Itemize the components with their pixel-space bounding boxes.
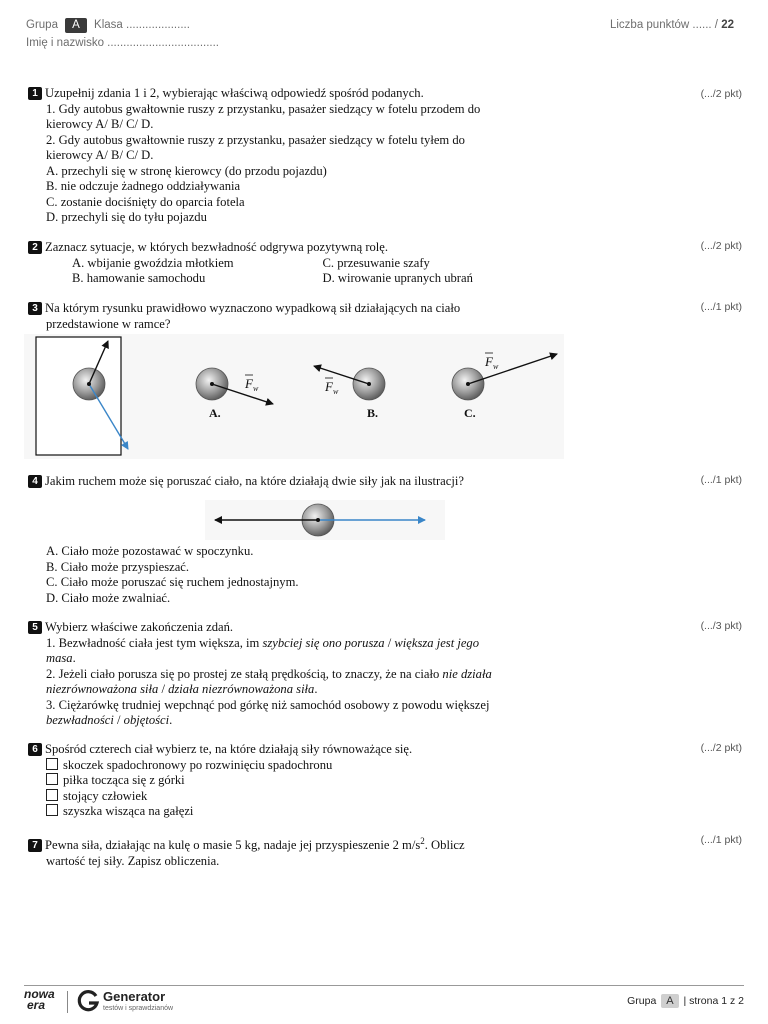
- question-points: (.../2 pkt): [700, 742, 742, 754]
- group-badge: A: [65, 18, 87, 33]
- question-number: 2: [28, 241, 42, 254]
- choice-option[interactable]: bezwładności: [46, 713, 114, 727]
- question-text: Pewna siła, działając na kulę o masie 5 kg, nadaje jej przyspieszenie 2 m/s: [45, 838, 421, 853]
- question-1: [28, 86, 573, 226]
- sentence-line: 1. Gdy autobus gwałtownie ruszy z przystanku, pasażer siedzący w fotelu przodem do: [46, 101, 481, 116]
- question-points: (.../2 pkt): [700, 88, 742, 100]
- question-text: . Oblicz: [424, 838, 465, 853]
- points-total: 22: [721, 19, 734, 31]
- question-2: [28, 240, 573, 287]
- sentence-1: 1. Bezwładność ciała jest tym większa, im szybciej się ono porusza / większa jest jego: [46, 635, 480, 650]
- answer-option: C. zostanie dociśnięty do oparcia fotela: [46, 194, 245, 209]
- generator-subtitle: testów i sprawdzianów: [103, 1005, 174, 1012]
- answer-option[interactable]: D. wirowanie upranych ubrań: [322, 271, 473, 285]
- choice-option[interactable]: niezrównoważona siła: [46, 682, 159, 696]
- option-label-c: C.: [464, 406, 476, 420]
- two-forces-figure: [205, 500, 445, 540]
- answer-option[interactable]: A. wbijanie gwoździa młotkiem: [72, 255, 234, 270]
- question-text: Zaznacz sytuacje, w których bezwładność odgrywa pozytywną rolę.: [45, 240, 389, 254]
- nowa-era-logo: [24, 989, 62, 1011]
- sentence-3-cont: bezwładności / objętości.: [46, 713, 173, 727]
- choice-option[interactable]: objętości: [123, 713, 170, 727]
- logo-separator: [67, 991, 68, 1013]
- force-subscript: w: [252, 384, 259, 393]
- question-text: wartość tej siły. Zapisz obliczenia.: [46, 853, 220, 868]
- question-4: [28, 474, 588, 490]
- answer-option: D. przechyli się do tyłu pojazdu: [46, 210, 207, 224]
- answer-option[interactable]: C. Ciało może poruszać się ruchem jednostajnym.: [46, 575, 299, 589]
- answer-option: B. nie odczuje żadnego oddziaływania: [46, 179, 241, 193]
- header-group-class: [26, 18, 190, 33]
- question-text: Uzupełnij zdania 1 i 2, wybierając właściwą odpowiedź spośród podanych.: [45, 86, 424, 100]
- question-number: 5: [28, 621, 42, 634]
- checkbox-option[interactable]: szyszka wisząca na gałęzi: [28, 804, 573, 820]
- question-points: (.../2 pkt): [700, 240, 742, 252]
- page-footer-info: [627, 994, 744, 1008]
- class-label: Klasa ....................: [94, 19, 190, 31]
- checkbox-option[interactable]: piłka tocząca się z górki: [28, 773, 573, 789]
- sentence-1-cont: masa.: [46, 651, 76, 665]
- footer-group-label: Grupa: [627, 995, 657, 1007]
- question-points: (.../3 pkt): [700, 620, 742, 632]
- question-text: Jakim ruchem może się poruszać ciało, na które działają dwie siły jak na ilustracji?: [45, 474, 464, 488]
- group-label: Grupa: [26, 19, 58, 31]
- question-points: (.../1 pkt): [700, 834, 742, 846]
- page-number: | strona 1 z 2: [683, 995, 744, 1007]
- question-points: (.../1 pkt): [700, 301, 742, 313]
- question-5: [28, 620, 568, 729]
- name-label: Imię i nazwisko ...................................: [26, 37, 219, 49]
- exponent: 2: [420, 836, 425, 846]
- question-points: (.../1 pkt): [700, 474, 742, 486]
- checkbox-option[interactable]: skoczek spadochronowy po rozwinięciu spadochronu: [28, 758, 573, 774]
- force-subscript: w: [492, 362, 499, 371]
- sentence-line: 2. Gdy autobus gwałtownie ruszy z przystanku, pasażer siedzący w fotelu tyłem do: [46, 132, 465, 147]
- question-text: Spośród czterech ciał wybierz te, na które działają siły równoważące się.: [45, 742, 413, 756]
- question-4-options: [28, 544, 573, 606]
- choice-option[interactable]: szybciej się ono porusza: [262, 635, 385, 650]
- question-text: Wybierz właściwe zakończenia zdań.: [45, 620, 234, 634]
- question-number: 6: [28, 743, 42, 756]
- choice-option[interactable]: masa: [46, 651, 73, 665]
- answer-option[interactable]: A. Ciało może pozostawać w spoczynku.: [46, 544, 254, 558]
- answer-option: A. przechyli się w stronę kierowcy (do przodu pojazdu): [46, 163, 327, 178]
- question-text: przedstawione w ramce?: [46, 316, 171, 331]
- footer-group-badge: A: [661, 994, 678, 1008]
- sentence-3: 3. Ciężarówkę trudniej wepchnąć pod górkę niż samochód osobowy z powodu większej: [46, 697, 490, 712]
- force-figure: [24, 334, 564, 459]
- option-label-a: A.: [209, 406, 221, 420]
- logo-text: nowa: [24, 987, 55, 1001]
- generator-brand: [103, 990, 173, 1013]
- choice-option[interactable]: nie działa: [442, 666, 492, 681]
- question-3: [28, 301, 573, 332]
- force-subscript: w: [332, 387, 339, 396]
- answer-option[interactable]: B. Ciało może przyspieszać.: [46, 559, 190, 574]
- choice-option[interactable]: działa niezrównoważona siła: [168, 682, 315, 696]
- answer-option[interactable]: D. Ciało może zwalniać.: [46, 590, 171, 605]
- answer-option[interactable]: C. przesuwanie szafy: [322, 255, 430, 270]
- force-symbol: F: [485, 354, 493, 369]
- logo-text: era: [27, 998, 46, 1012]
- question-6: [28, 742, 573, 820]
- generator-title: Generator: [103, 989, 166, 1004]
- question-7: [28, 834, 573, 869]
- answer-option[interactable]: B. hamowanie samochodu: [72, 271, 206, 285]
- points-summary: [610, 19, 734, 31]
- sentence-2-cont: niezrównoważona siła / działa niezrównoważona siła.: [46, 682, 318, 696]
- force-symbol: F: [245, 376, 253, 391]
- question-text: Na którym rysunku prawidłowo wyznaczono wypadkową sił działających na ciało: [45, 301, 461, 315]
- footer-divider: [24, 985, 744, 986]
- checkbox-option[interactable]: stojący człowiek: [28, 789, 573, 805]
- choice-option[interactable]: większa jest jego: [394, 635, 480, 650]
- sentence-line: kierowcy A/ B/ C/ D.: [46, 148, 154, 162]
- sentence-2: 2. Jeżeli ciało porusza się po prostej ze stałą prędkością, to znaczy, że na ciało nie działa: [46, 666, 492, 681]
- generator-g-icon: [76, 989, 100, 1013]
- question-number: 1: [28, 87, 42, 100]
- question-number: 7: [28, 839, 42, 852]
- question-number: 4: [28, 475, 42, 488]
- question-number: 3: [28, 302, 42, 315]
- sentence-line: kierowcy A/ B/ C/ D.: [46, 117, 154, 131]
- points-label: Liczba punktów ...... /: [609, 19, 718, 31]
- option-label-b: B.: [367, 406, 379, 420]
- force-symbol: F: [325, 379, 333, 394]
